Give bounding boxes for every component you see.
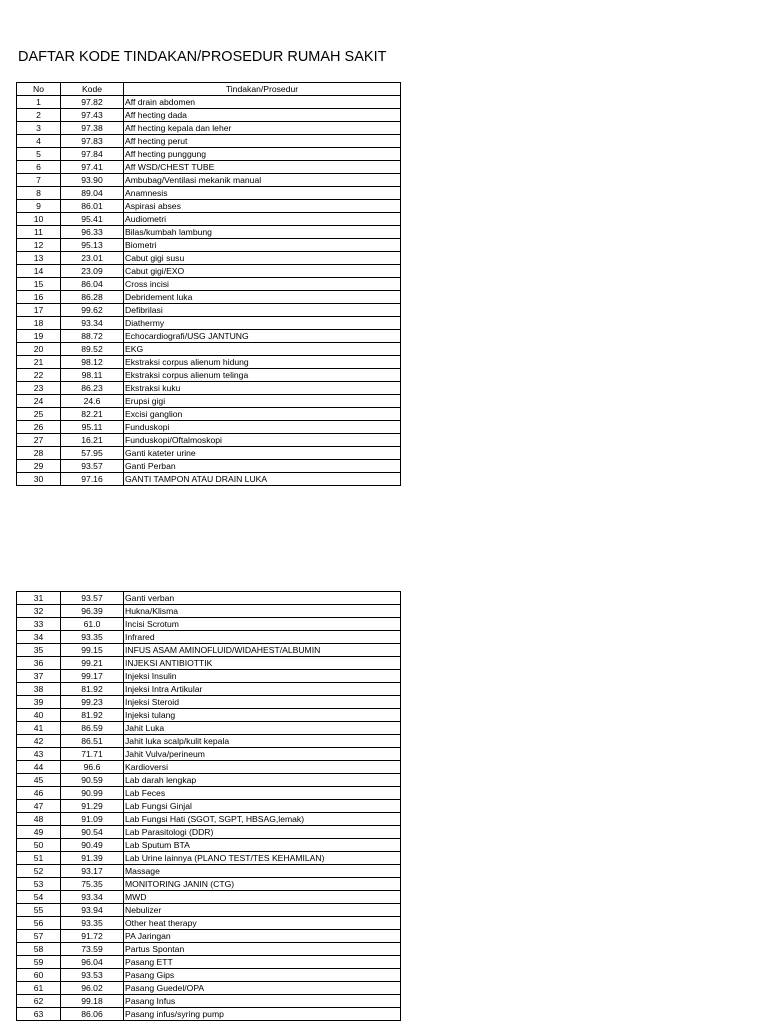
cell-tindakan: Lab Feces — [124, 787, 401, 800]
cell-kode: 89.04 — [61, 187, 124, 200]
cell-no: 48 — [17, 813, 61, 826]
cell-tindakan: Audiometri — [124, 213, 401, 226]
cell-kode: 86.01 — [61, 200, 124, 213]
cell-kode: 96.33 — [61, 226, 124, 239]
cell-tindakan: Funduskopi/Oftalmoskopi — [124, 434, 401, 447]
cell-tindakan: Cross incisi — [124, 278, 401, 291]
table-row — [17, 748, 401, 761]
cell-kode: 95.11 — [61, 421, 124, 434]
table-row — [17, 995, 401, 1008]
cell-tindakan: Funduskopi — [124, 421, 401, 434]
cell-tindakan: Injeksi Insulin — [124, 670, 401, 683]
cell-tindakan: Jahit luka scalp/kulit kepala — [124, 735, 401, 748]
cell-kode: 93.35 — [61, 631, 124, 644]
cell-kode: 96.02 — [61, 982, 124, 995]
cell-no: 46 — [17, 787, 61, 800]
cell-no: 35 — [17, 644, 61, 657]
cell-no: 56 — [17, 917, 61, 930]
table-row — [17, 434, 401, 447]
cell-no: 58 — [17, 943, 61, 956]
table-row — [17, 618, 401, 631]
cell-kode: 93.17 — [61, 865, 124, 878]
cell-no: 39 — [17, 696, 61, 709]
cell-kode: 86.23 — [61, 382, 124, 395]
cell-kode: 98.11 — [61, 369, 124, 382]
cell-kode: 97.43 — [61, 109, 124, 122]
cell-kode: 99.18 — [61, 995, 124, 1008]
table-row — [17, 891, 401, 904]
cell-kode: 90.59 — [61, 774, 124, 787]
cell-kode: 90.54 — [61, 826, 124, 839]
cell-kode: 99.21 — [61, 657, 124, 670]
cell-kode: 93.34 — [61, 891, 124, 904]
cell-tindakan: Other heat therapy — [124, 917, 401, 930]
table-row — [17, 408, 401, 421]
table-row — [17, 657, 401, 670]
cell-no: 29 — [17, 460, 61, 473]
header-no: No — [17, 83, 61, 96]
cell-no: 59 — [17, 956, 61, 969]
table-row — [17, 265, 401, 278]
cell-tindakan: GANTI TAMPON ATAU DRAIN LUKA — [124, 473, 401, 486]
table-row — [17, 644, 401, 657]
cell-tindakan: Pasang Gips — [124, 969, 401, 982]
table-row — [17, 161, 401, 174]
cell-kode: 93.57 — [61, 592, 124, 605]
cell-kode: 86.51 — [61, 735, 124, 748]
table-row — [17, 317, 401, 330]
cell-tindakan: INJEKSI ANTIBIOTTIK — [124, 657, 401, 670]
cell-no: 9 — [17, 200, 61, 213]
table-row — [17, 904, 401, 917]
cell-tindakan: Aspirasi abses — [124, 200, 401, 213]
cell-tindakan: Nebulizer — [124, 904, 401, 917]
cell-tindakan: Injeksi Steroid — [124, 696, 401, 709]
cell-no: 5 — [17, 148, 61, 161]
table-row — [17, 982, 401, 995]
cell-tindakan: Lab Sputum BTA — [124, 839, 401, 852]
cell-no: 60 — [17, 969, 61, 982]
cell-tindakan: Ekstraksi corpus alienum hidung — [124, 356, 401, 369]
cell-tindakan: Lab darah lengkap — [124, 774, 401, 787]
cell-tindakan: Defibrilasi — [124, 304, 401, 317]
table-row — [17, 148, 401, 161]
cell-no: 47 — [17, 800, 61, 813]
cell-tindakan: MWD — [124, 891, 401, 904]
table-row — [17, 135, 401, 148]
cell-tindakan: Pasang Guedel/OPA — [124, 982, 401, 995]
cell-no: 55 — [17, 904, 61, 917]
cell-kode: 86.04 — [61, 278, 124, 291]
cell-tindakan: INFUS ASAM AMINOFLUID/WIDAHEST/ALBUMIN — [124, 644, 401, 657]
cell-kode: 93.94 — [61, 904, 124, 917]
cell-no: 10 — [17, 213, 61, 226]
cell-tindakan: Pasang infus/syring pump — [124, 1008, 401, 1021]
document-title: DAFTAR KODE TINDAKAN/PROSEDUR RUMAH SAKIT — [18, 49, 387, 65]
cell-tindakan: Ganti kateter urine — [124, 447, 401, 460]
cell-no: 62 — [17, 995, 61, 1008]
cell-kode: 90.49 — [61, 839, 124, 852]
cell-tindakan: Ekstraksi kuku — [124, 382, 401, 395]
cell-kode: 88.72 — [61, 330, 124, 343]
table-row — [17, 447, 401, 460]
cell-tindakan: Jahit Luka — [124, 722, 401, 735]
cell-no: 26 — [17, 421, 61, 434]
table-row — [17, 174, 401, 187]
cell-no: 27 — [17, 434, 61, 447]
cell-tindakan: Ganti verban — [124, 592, 401, 605]
cell-tindakan: Injeksi tulang — [124, 709, 401, 722]
table-row — [17, 800, 401, 813]
table-row — [17, 122, 401, 135]
table-row — [17, 683, 401, 696]
table-row — [17, 343, 401, 356]
table-row — [17, 865, 401, 878]
cell-kode: 95.13 — [61, 239, 124, 252]
cell-kode: 81.92 — [61, 683, 124, 696]
cell-tindakan: Hukna/Klisma — [124, 605, 401, 618]
cell-kode: 97.84 — [61, 148, 124, 161]
cell-kode: 91.29 — [61, 800, 124, 813]
cell-kode: 93.35 — [61, 917, 124, 930]
cell-kode: 97.16 — [61, 473, 124, 486]
table-row — [17, 460, 401, 473]
cell-kode: 97.38 — [61, 122, 124, 135]
cell-tindakan: Injeksi Intra Artikular — [124, 683, 401, 696]
cell-tindakan: Aff hecting kepala dan leher — [124, 122, 401, 135]
table-row — [17, 670, 401, 683]
cell-no: 23 — [17, 382, 61, 395]
cell-no: 11 — [17, 226, 61, 239]
cell-no: 52 — [17, 865, 61, 878]
table-row — [17, 1008, 401, 1021]
cell-no: 61 — [17, 982, 61, 995]
cell-tindakan: Cabut gigi/EXO — [124, 265, 401, 278]
cell-no: 45 — [17, 774, 61, 787]
cell-tindakan: Infrared — [124, 631, 401, 644]
table-row — [17, 826, 401, 839]
table-row — [17, 605, 401, 618]
cell-kode: 93.53 — [61, 969, 124, 982]
cell-no: 34 — [17, 631, 61, 644]
table-row — [17, 722, 401, 735]
cell-no: 7 — [17, 174, 61, 187]
cell-tindakan: Massage — [124, 865, 401, 878]
header-kode: Kode — [61, 83, 124, 96]
table-header-row — [17, 83, 401, 96]
cell-no: 24 — [17, 395, 61, 408]
cell-no: 43 — [17, 748, 61, 761]
cell-tindakan: EKG — [124, 343, 401, 356]
cell-no: 15 — [17, 278, 61, 291]
cell-kode: 97.83 — [61, 135, 124, 148]
table-row — [17, 592, 401, 605]
table-row — [17, 226, 401, 239]
cell-kode: 24.6 — [61, 395, 124, 408]
cell-tindakan: Aff drain abdomen — [124, 96, 401, 109]
cell-tindakan: Pasang Infus — [124, 995, 401, 1008]
cell-no: 21 — [17, 356, 61, 369]
cell-kode: 82.21 — [61, 408, 124, 421]
cell-kode: 95.41 — [61, 213, 124, 226]
cell-tindakan: Anamnesis — [124, 187, 401, 200]
cell-kode: 86.28 — [61, 291, 124, 304]
table-row — [17, 304, 401, 317]
cell-kode: 93.57 — [61, 460, 124, 473]
cell-tindakan: Biometri — [124, 239, 401, 252]
table-row — [17, 943, 401, 956]
table-row — [17, 917, 401, 930]
table-row — [17, 109, 401, 122]
cell-tindakan: Diathermy — [124, 317, 401, 330]
cell-no: 36 — [17, 657, 61, 670]
table-row — [17, 239, 401, 252]
cell-no: 18 — [17, 317, 61, 330]
table-row — [17, 813, 401, 826]
table-row — [17, 631, 401, 644]
cell-no: 4 — [17, 135, 61, 148]
table-row — [17, 473, 401, 486]
cell-kode: 81.92 — [61, 709, 124, 722]
table-1-body — [17, 96, 401, 486]
table-row — [17, 930, 401, 943]
cell-tindakan: Lab Urine lainnya (PLANO TEST/TES KEHAMILAN) — [124, 852, 401, 865]
cell-no: 28 — [17, 447, 61, 460]
table-row — [17, 735, 401, 748]
cell-tindakan: Ambubag/Ventilasi mekanik manual — [124, 174, 401, 187]
cell-kode: 99.62 — [61, 304, 124, 317]
cell-no: 14 — [17, 265, 61, 278]
cell-kode: 71.71 — [61, 748, 124, 761]
cell-kode: 23.09 — [61, 265, 124, 278]
table-row — [17, 969, 401, 982]
cell-no: 41 — [17, 722, 61, 735]
cell-tindakan: Partus Spontan — [124, 943, 401, 956]
cell-no: 1 — [17, 96, 61, 109]
cell-no: 50 — [17, 839, 61, 852]
cell-kode: 96.6 — [61, 761, 124, 774]
table-row — [17, 330, 401, 343]
cell-tindakan: Bilas/kumbah lambung — [124, 226, 401, 239]
cell-no: 22 — [17, 369, 61, 382]
cell-no: 44 — [17, 761, 61, 774]
table-row — [17, 187, 401, 200]
cell-tindakan: Lab Fungsi Ginjal — [124, 800, 401, 813]
cell-kode: 86.06 — [61, 1008, 124, 1021]
cell-tindakan: Lab Parasitologi (DDR) — [124, 826, 401, 839]
cell-no: 2 — [17, 109, 61, 122]
cell-tindakan: Aff hecting punggung — [124, 148, 401, 161]
cell-no: 40 — [17, 709, 61, 722]
cell-tindakan: Aff hecting perut — [124, 135, 401, 148]
cell-kode: 61.0 — [61, 618, 124, 631]
cell-no: 30 — [17, 473, 61, 486]
cell-kode: 93.34 — [61, 317, 124, 330]
cell-tindakan: Excisi ganglion — [124, 408, 401, 421]
cell-kode: 93.90 — [61, 174, 124, 187]
cell-no: 3 — [17, 122, 61, 135]
cell-no: 57 — [17, 930, 61, 943]
cell-tindakan: Incisi Scrotum — [124, 618, 401, 631]
cell-kode: 99.17 — [61, 670, 124, 683]
cell-tindakan: PA Jaringan — [124, 930, 401, 943]
cell-tindakan: Aff hecting dada — [124, 109, 401, 122]
cell-no: 25 — [17, 408, 61, 421]
cell-no: 20 — [17, 343, 61, 356]
cell-no: 12 — [17, 239, 61, 252]
cell-no: 51 — [17, 852, 61, 865]
cell-no: 13 — [17, 252, 61, 265]
cell-no: 42 — [17, 735, 61, 748]
cell-kode: 91.09 — [61, 813, 124, 826]
cell-no: 37 — [17, 670, 61, 683]
cell-no: 16 — [17, 291, 61, 304]
cell-kode: 97.41 — [61, 161, 124, 174]
cell-kode: 91.72 — [61, 930, 124, 943]
cell-no: 33 — [17, 618, 61, 631]
procedure-code-table-1 — [16, 82, 401, 486]
cell-tindakan: MONITORING JANIN (CTG) — [124, 878, 401, 891]
cell-no: 63 — [17, 1008, 61, 1021]
cell-tindakan: Pasang ETT — [124, 956, 401, 969]
cell-no: 53 — [17, 878, 61, 891]
table-row — [17, 761, 401, 774]
table-row — [17, 96, 401, 109]
cell-kode: 96.04 — [61, 956, 124, 969]
table-row — [17, 852, 401, 865]
cell-no: 19 — [17, 330, 61, 343]
cell-no: 31 — [17, 592, 61, 605]
cell-no: 54 — [17, 891, 61, 904]
cell-kode: 96.39 — [61, 605, 124, 618]
table-row — [17, 956, 401, 969]
cell-tindakan: Debridement luka — [124, 291, 401, 304]
table-row — [17, 213, 401, 226]
table-row — [17, 774, 401, 787]
cell-kode: 57.95 — [61, 447, 124, 460]
cell-kode: 86.59 — [61, 722, 124, 735]
cell-no: 8 — [17, 187, 61, 200]
table-row — [17, 369, 401, 382]
cell-tindakan: Kardioversi — [124, 761, 401, 774]
table-row — [17, 696, 401, 709]
cell-kode: 23.01 — [61, 252, 124, 265]
procedure-code-table-2 — [16, 591, 401, 1021]
cell-kode: 99.15 — [61, 644, 124, 657]
cell-tindakan: Erupsi gigi — [124, 395, 401, 408]
table-row — [17, 356, 401, 369]
cell-tindakan: Ekstraksi corpus alienum telinga — [124, 369, 401, 382]
table-row — [17, 200, 401, 213]
cell-no: 49 — [17, 826, 61, 839]
table-row — [17, 787, 401, 800]
cell-kode: 90.99 — [61, 787, 124, 800]
table-row — [17, 291, 401, 304]
cell-kode: 89.52 — [61, 343, 124, 356]
table-row — [17, 252, 401, 265]
cell-tindakan: Echocardiografi/USG JANTUNG — [124, 330, 401, 343]
header-tindakan: Tindakan/Prosedur — [124, 83, 401, 96]
cell-tindakan: Lab Fungsi Hati (SGOT, SGPT, HBSAG,lemak) — [124, 813, 401, 826]
cell-tindakan: Aff WSD/CHEST TUBE — [124, 161, 401, 174]
cell-no: 32 — [17, 605, 61, 618]
table-2-body — [17, 592, 401, 1021]
table-row — [17, 839, 401, 852]
table-row — [17, 709, 401, 722]
cell-no: 17 — [17, 304, 61, 317]
cell-kode: 91.39 — [61, 852, 124, 865]
table-row — [17, 395, 401, 408]
cell-tindakan: Jahit Vulva/perineum — [124, 748, 401, 761]
cell-kode: 98.12 — [61, 356, 124, 369]
table-row — [17, 421, 401, 434]
cell-kode: 73.59 — [61, 943, 124, 956]
cell-kode: 16.21 — [61, 434, 124, 447]
cell-kode: 97.82 — [61, 96, 124, 109]
table-row — [17, 382, 401, 395]
table-row — [17, 878, 401, 891]
cell-tindakan: Ganti Perban — [124, 460, 401, 473]
cell-no: 38 — [17, 683, 61, 696]
cell-tindakan: Cabut gigi susu — [124, 252, 401, 265]
cell-kode: 99.23 — [61, 696, 124, 709]
cell-no: 6 — [17, 161, 61, 174]
table-row — [17, 278, 401, 291]
cell-kode: 75.35 — [61, 878, 124, 891]
